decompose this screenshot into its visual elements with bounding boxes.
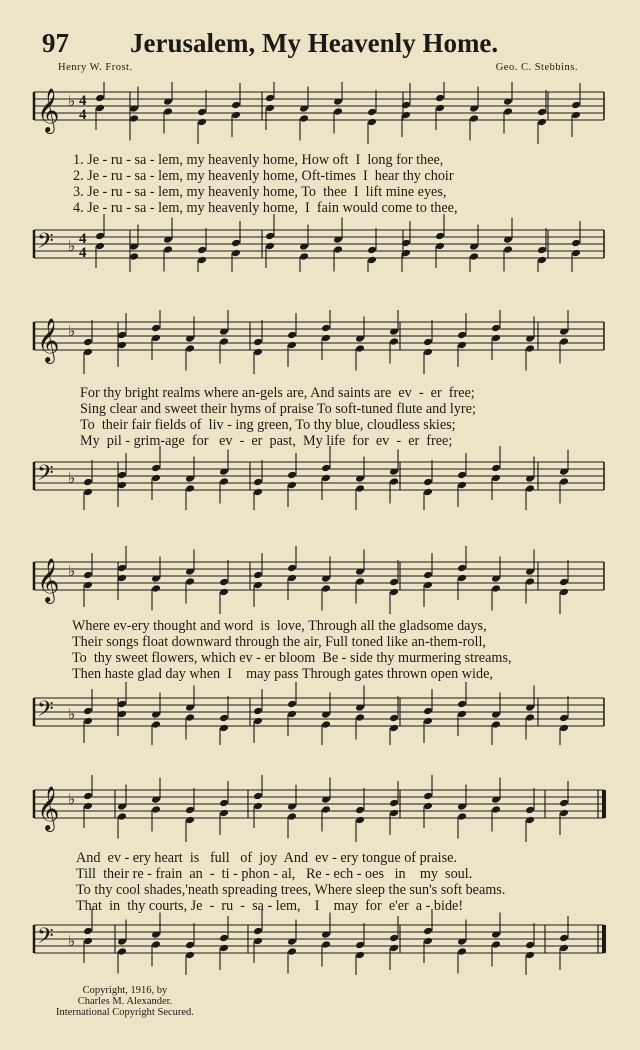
composer-credit: Geo. C. Stebbins. [495,62,578,73]
flat-icon: ♭ [68,237,76,255]
lyric-verse-4: My pil - grim-age for ev - er past, My life for ev - er free; [80,433,453,449]
lyric-verse-4: Then haste glad day when I may pass Through gates thrown open wide, [72,666,493,682]
lyric-verse-4: 4. Je - ru - sa - lem, my heavenly home, I fain would come to thee, [73,200,458,216]
lyrics-block-2 [0,385,640,449]
copyright-line: International Copyright Secured. [56,1007,194,1018]
flat-icon: ♭ [68,469,76,487]
treble-clef-icon: 𝄞 [37,318,60,362]
flat-icon: ♭ [68,562,76,580]
lyric-verse-3: To thy cool shades,'neath spreading trees, Where sleep the sun's soft beams. [76,882,506,898]
flat-icon: ♭ [68,932,76,950]
lyricist-credit: Henry W. Frost. [58,62,133,73]
lyric-verse-4: That in thy courts, Je - ru - sa - lem, I may for e'er a - bide! [76,898,464,914]
copyright-line: Copyright, 1916, by [82,985,168,996]
bass-clef-icon: 𝄢 [37,697,54,727]
treble-clef-icon: 𝄞 [37,88,60,132]
hymn-title: Jerusalem, My Heavenly Home. [130,28,499,58]
bass-clef-icon: 𝄢 [37,229,54,259]
bass-clef-icon: 𝄢 [37,924,54,954]
lyric-verse-1: And ev - ery heart is full of joy And ev - ery tongue of praise. [76,850,457,866]
treble-clef-icon: 𝄞 [37,786,60,830]
lyric-verse-2: Till their re - frain an - ti - phon - al, Re - ech - oes in my soul. [76,866,473,882]
flat-icon: ♭ [68,322,76,340]
time-signature-digit: 4 [79,231,87,247]
time-signature-digit: 4 [79,93,87,109]
treble-clef-icon: 𝄞 [37,558,60,602]
lyrics-block-4 [0,850,640,914]
flat-icon: ♭ [68,790,76,808]
lyric-verse-3: 3. Je - ru - sa - lem, my heavenly home, To thee I lift mine eyes, [73,184,447,200]
lyric-verse-1: 1. Je - ru - sa - lem, my heavenly home, How oft I long for thee, [73,152,444,168]
time-signature-digit: 4 [79,107,87,123]
lyric-verse-2: Their songs float downward through the air, Full toned like an-them-roll, [72,634,486,650]
lyric-verse-1: Where ev-ery thought and word is love, Through all the gladsome days, [72,618,487,634]
lyric-verse-3: To their fair fields of liv - ing green, To thy blue, cloudless skies; [80,417,456,433]
hymn-number: 97 [42,28,69,58]
lyrics-block-3 [0,618,640,682]
copyright-line: Charles M. Alexander. [77,996,173,1007]
bass-clef-icon: 𝄢 [37,461,54,491]
lyric-verse-2: 2. Je - ru - sa - lem, my heavenly home, Oft-times I hear thy choir [73,168,454,184]
lyric-verse-1: For thy bright realms where an-gels are, And saints are ev - er free; [80,385,475,401]
flat-icon: ♭ [68,705,76,723]
lyric-verse-2: Sing clear and sweet their hyms of praise To soft-tuned flute and lyre; [80,401,476,417]
time-signature-digit: 4 [79,245,87,261]
lyrics-block-1 [0,152,640,216]
lyric-verse-3: To thy sweet flowers, which ev - er bloom Be - side thy murmering streams, [72,650,512,666]
copyright-notice [56,985,194,1018]
flat-icon: ♭ [68,92,76,110]
